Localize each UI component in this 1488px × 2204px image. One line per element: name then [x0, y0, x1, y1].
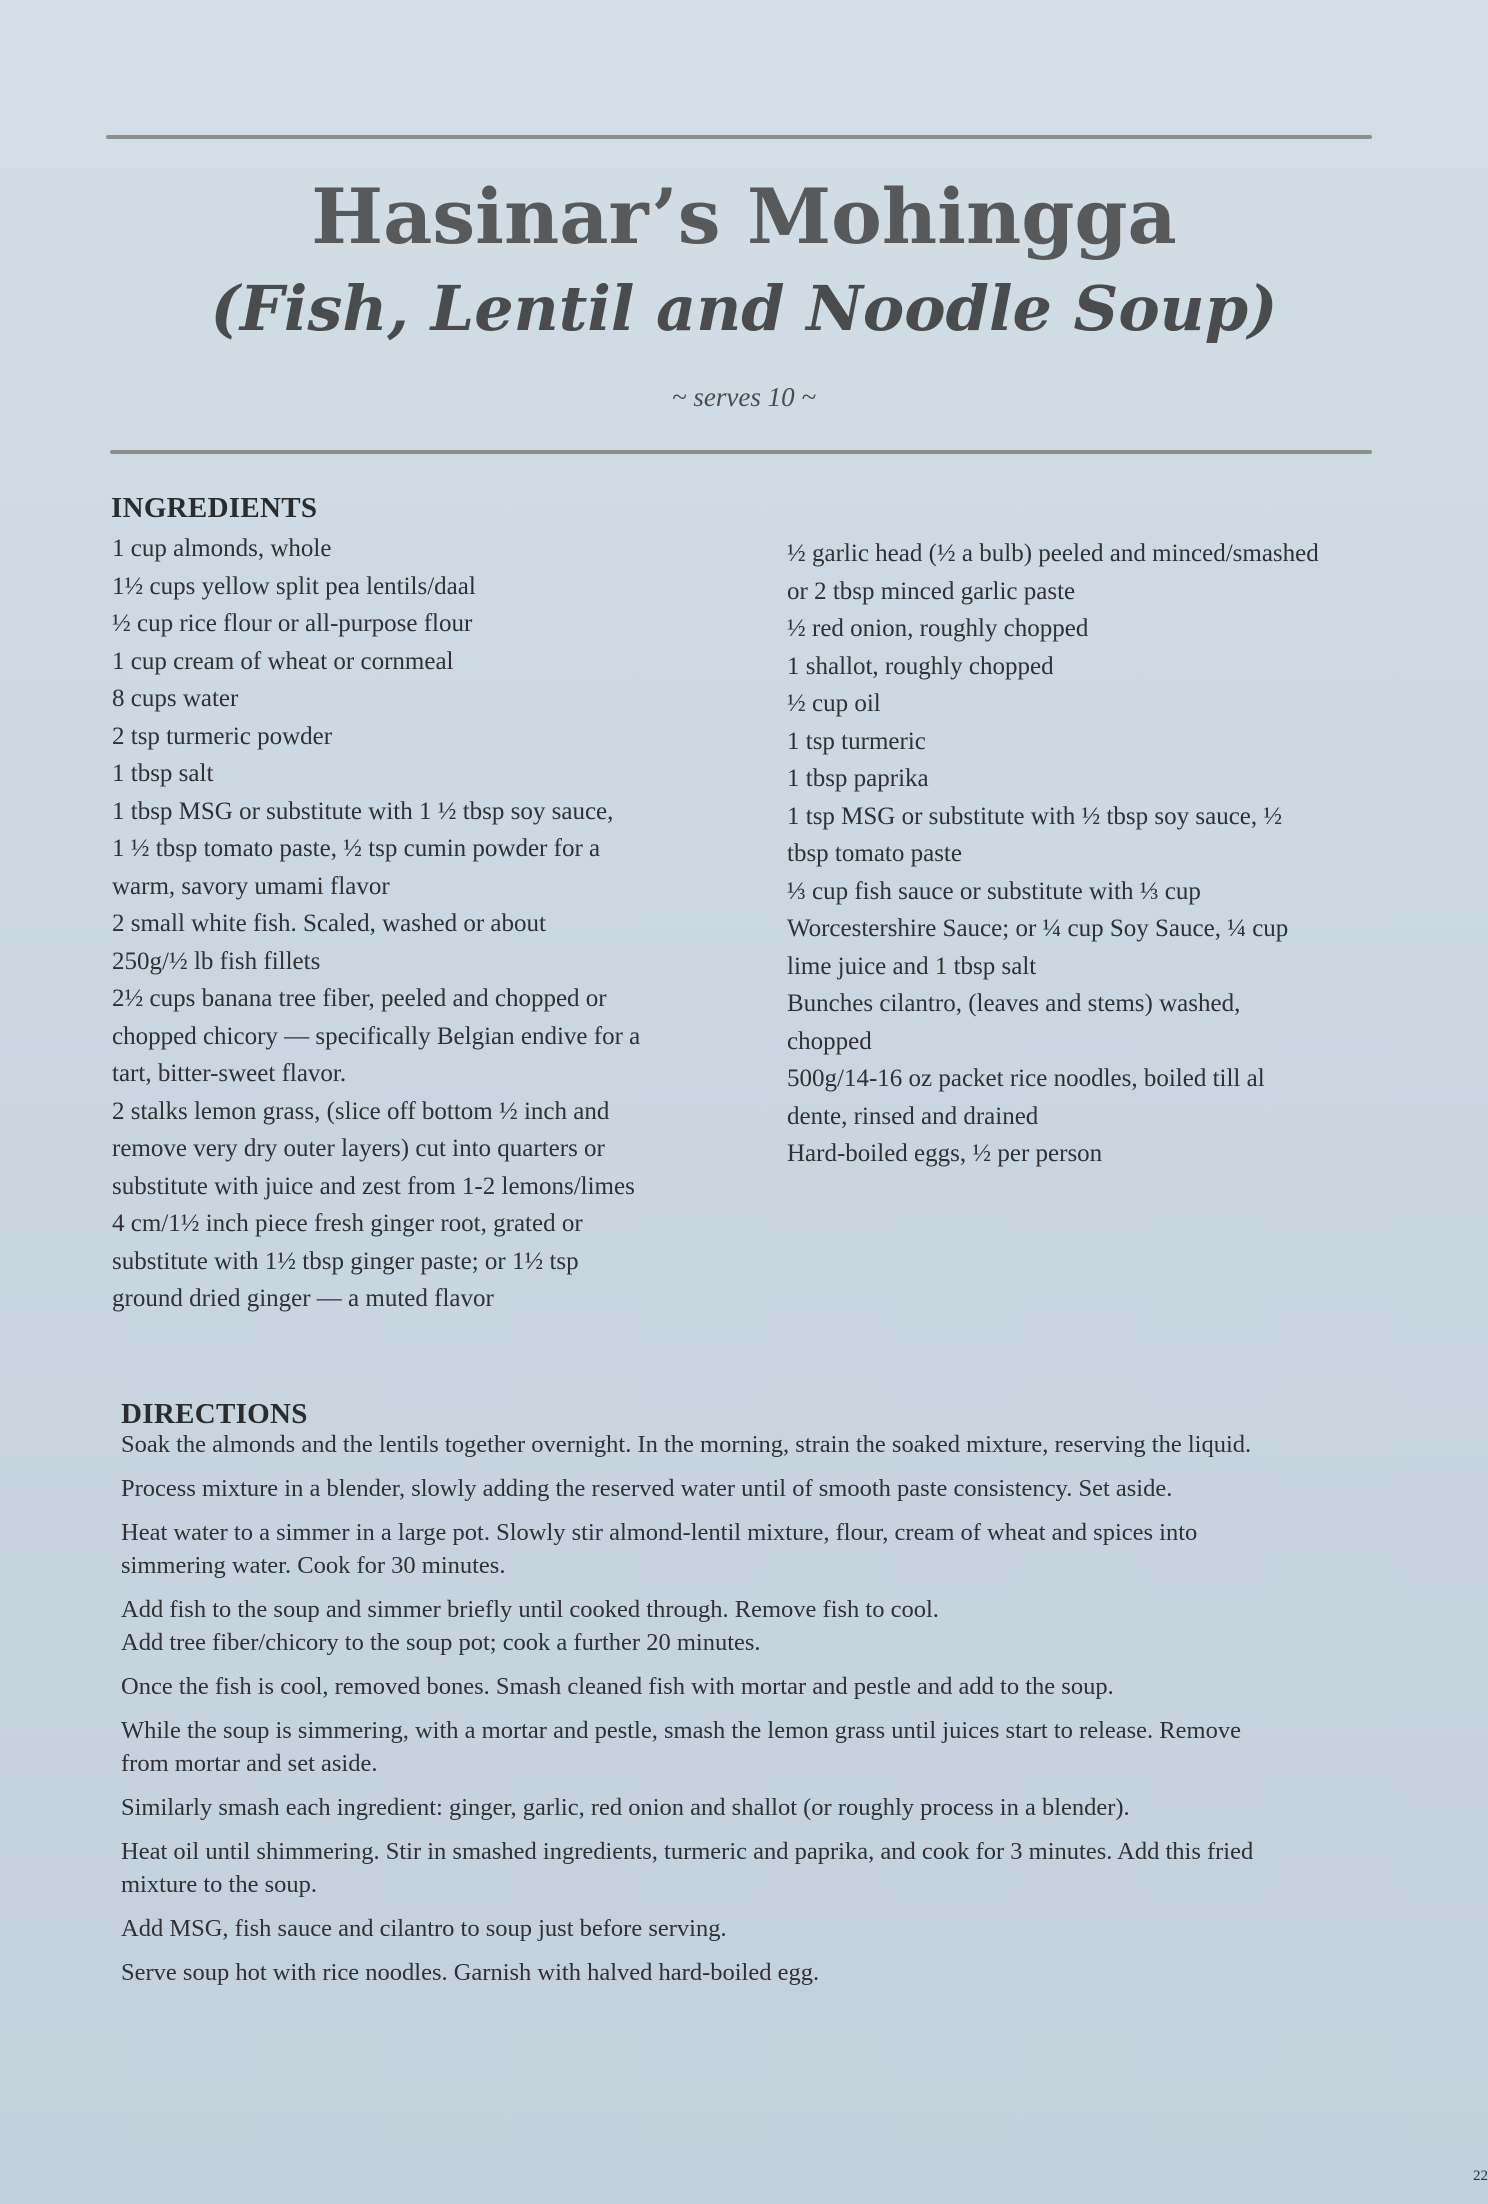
direction-step: Similarly smash each ingredient: ginger, garlic, red onion and shallot (or roughly process in a blender).	[121, 1794, 1130, 1821]
ingredient-line: Bunches cilantro, (leaves and stems) washed,	[787, 990, 1241, 1017]
ingredient-line: 1 cup almonds, whole	[112, 535, 332, 562]
ingredient-line: dente, rinsed and drained	[787, 1102, 1039, 1130]
ingredient-line: ½ cup rice flour or all-purpose flour	[112, 610, 473, 637]
serves-line: ~ serves 10 ~	[672, 382, 816, 412]
ingredient-line: or 2 tbsp minced garlic paste	[787, 577, 1076, 605]
ingredient-line: lime juice and 1 tbsp salt	[787, 952, 1037, 980]
ingredient-line: 2 tsp turmeric powder	[112, 722, 333, 750]
ingredient-line: ground dried ginger — a muted flavor	[112, 1285, 494, 1312]
top-divider	[106, 135, 1372, 139]
ingredients-left-column	[112, 530, 732, 1318]
ingredient-line: 2½ cups banana tree fiber, peeled and chopped or	[112, 985, 607, 1012]
ingredient-line: 1½ cups yellow split pea lentils/daal	[112, 572, 476, 600]
directions-list	[121, 1428, 1361, 2000]
ingredient-line: 1 shallot, roughly chopped	[787, 652, 1054, 680]
ingredient-line: 4 cm/1½ inch piece fresh ginger root, grated or	[112, 1210, 583, 1237]
ingredient-line: 1 ½ tbsp tomato paste, ½ tsp cumin powder for a	[112, 835, 601, 862]
ingredient-line: 1 tbsp MSG or substitute with 1 ½ tbsp soy sauce,	[112, 797, 614, 825]
ingredient-line: chopped	[787, 1027, 872, 1055]
ingredient-line: 500g/14-16 oz packet rice noodles, boiled till al	[787, 1065, 1265, 1092]
direction-step: Heat oil until shimmering. Stir in smashed ingredients, turmeric and paprika, and cook for 3 minutes. Add this fried mixture to the soup.	[121, 1838, 1254, 1898]
ingredient-line: 8 cups water	[112, 685, 239, 712]
ingredient-line: Worcestershire Sauce; or ¼ cup Soy Sauce, ¼ cup	[787, 915, 1289, 942]
ingredient-line: ½ red onion, roughly chopped	[787, 615, 1089, 642]
ingredients-right-column	[787, 535, 1407, 1173]
ingredient-line: ½ garlic head (½ a bulb) peeled and minced/smashed	[787, 540, 1319, 567]
direction-step: Once the fish is cool, removed bones. Smash cleaned fish with mortar and pestle and add to the soup.	[121, 1673, 1114, 1700]
ingredient-line: 250g/½ lb fish fillets	[112, 947, 321, 975]
ingredient-line: 1 tsp turmeric	[787, 727, 926, 755]
direction-step: While the soup is simmering, with a mortar and pestle, smash the lemon grass until juices start to release. Remove from mortar and set aside.	[121, 1717, 1241, 1777]
ingredient-line: ½ cup oil	[787, 690, 881, 717]
recipe-subtitle: (Fish, Lentil and Noodle Soup)	[210, 272, 1278, 345]
ingredient-line: 1 cup cream of wheat or cornmeal	[112, 647, 454, 675]
directions-heading: DIRECTIONS	[121, 1398, 308, 1430]
ingredient-line: Hard-boiled eggs, ½ per person	[787, 1140, 1103, 1167]
ingredient-line: substitute with juice and zest from 1-2 lemons/limes	[112, 1172, 635, 1200]
direction-step: Soak the almonds and the lentils together overnight. In the morning, strain the soaked mixture, reserving the liquid.	[121, 1431, 1252, 1458]
recipe-title: Hasinar’s Mohingga	[311, 172, 1177, 261]
direction-step: Add fish to the soup and simmer briefly until cooked through. Remove fish to cool. Add tree fiber/chicory to the soup pot; cook a further 20 minutes.	[121, 1596, 939, 1656]
direction-step: Add MSG, fish sauce and cilantro to soup just before serving.	[121, 1915, 727, 1942]
header-divider	[110, 450, 1372, 454]
ingredient-line: 1 tsp MSG or substitute with ½ tbsp soy sauce, ½	[787, 802, 1283, 830]
direction-step: Serve soup hot with rice noodles. Garnish with halved hard-boiled egg.	[121, 1959, 820, 1986]
ingredient-line: chopped chicory — specifically Belgian endive for a	[112, 1022, 641, 1050]
direction-step: Process mixture in a blender, slowly adding the reserved water until of smooth paste consistency. Set aside.	[121, 1475, 1173, 1502]
ingredient-line: substitute with 1½ tbsp ginger paste; or 1½ tsp	[112, 1247, 579, 1275]
ingredient-line: 1 tbsp paprika	[787, 765, 929, 792]
ingredient-line: remove very dry outer layers) cut into quarters or	[112, 1135, 605, 1162]
ingredient-line: tbsp tomato paste	[787, 840, 962, 867]
ingredient-line: 2 stalks lemon grass, (slice off bottom ½ inch and	[112, 1097, 610, 1125]
ingredient-line: ⅓ cup fish sauce or substitute with ⅓ cup	[787, 877, 1201, 905]
ingredient-line: 2 small white fish. Scaled, washed or about	[112, 910, 546, 937]
direction-step: Heat water to a simmer in a large pot. Slowly stir almond-lentil mixture, flour, cream of wheat and spices into simmering water. Cook for 30 minutes.	[121, 1519, 1198, 1579]
ingredients-heading: INGREDIENTS	[111, 492, 318, 524]
ingredient-line: warm, savory umami flavor	[112, 872, 390, 900]
ingredient-line: 1 tbsp salt	[112, 760, 214, 787]
page-number: 22	[1473, 2168, 1488, 2184]
ingredient-line: tart, bitter-sweet flavor.	[112, 1060, 347, 1087]
